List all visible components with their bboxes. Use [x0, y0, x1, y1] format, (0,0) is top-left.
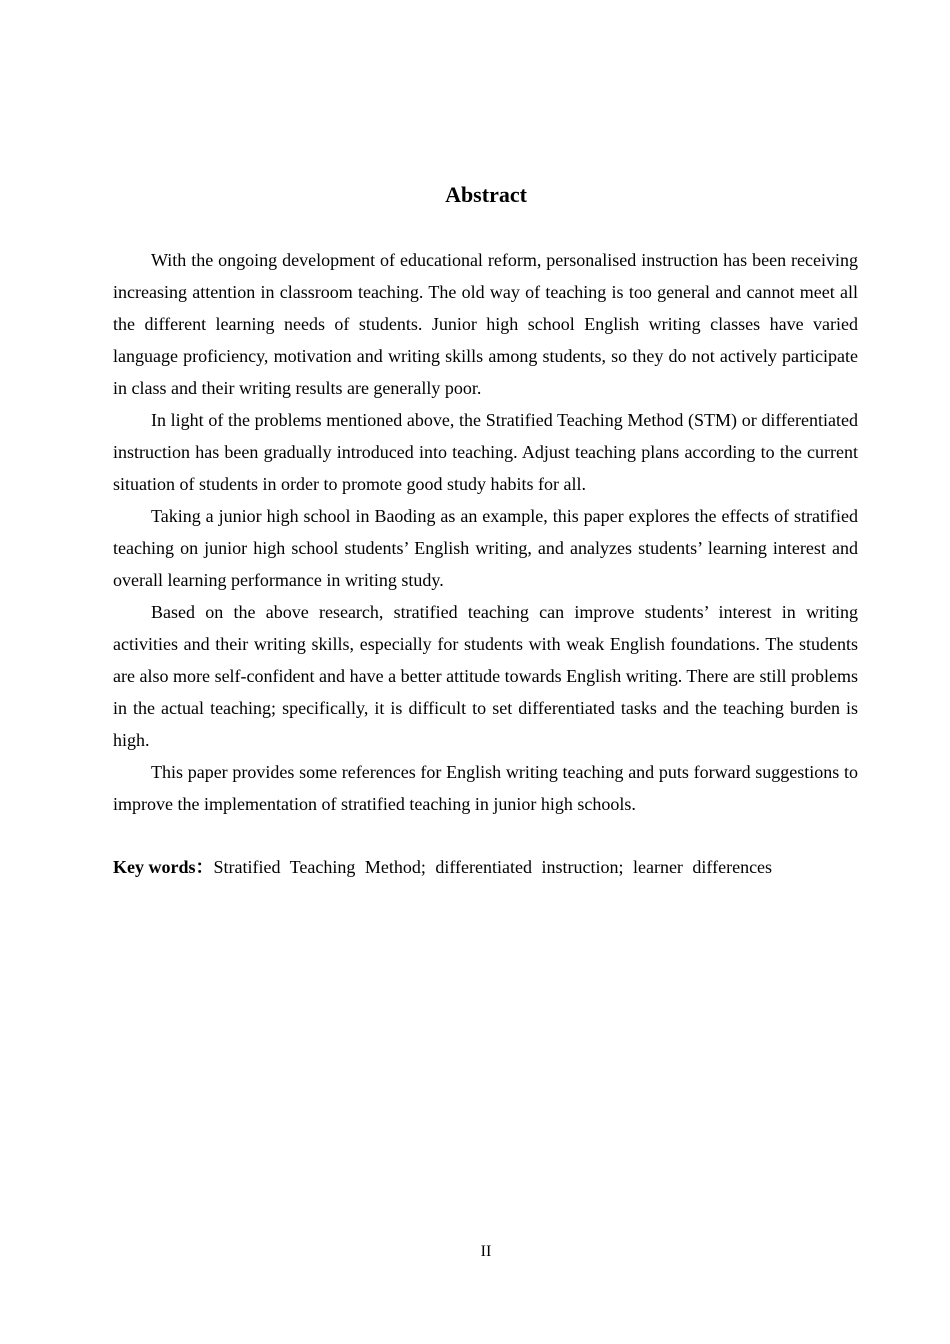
abstract-paragraph-1: With the ongoing development of educational reform, personalised instruction has been receiving increasing attention in classroom teaching. The old way of teaching is too general and cannot meet all the different learning needs of students. Junior high school English writing classes have varied language proficiency, motivation and writing skills among students, so they do not actively participate in class and their writing results are generally poor. — [113, 250, 858, 398]
abstract-paragraph-3: Taking a junior high school in Baoding as an example, this paper explores the effects of stratified teaching on junior high school students’ English writing, and analyzes students’ learning interest and overall learning performance in writing study. — [113, 506, 858, 590]
abstract-title: Abstract — [445, 182, 527, 207]
keywords-value: Stratified Teaching Method; differentiated instruction; learner differences — [213, 857, 773, 877]
abstract-paragraph-5: This paper provides some references for English writing teaching and puts forward suggestions to improve the implementation of stratified teaching in junior high schools. — [113, 762, 858, 814]
keywords-label: Key words： — [113, 857, 214, 877]
keywords-line — [113, 851, 858, 883]
abstract-paragraph-2: In light of the problems mentioned above, the Stratified Teaching Method (STM) or differentiated instruction has been gradually introduced into teaching. Adjust teaching plans according to the current situation of students in order to promote good study habits for all. — [113, 410, 858, 494]
abstract-paragraph-4: Based on the above research, stratified teaching can improve students’ interest in writing activities and their writing skills, especially for students with weak English foundations. The students are also more self-confident and have a better attitude towards English writing. There are still problems in the actual teaching; specifically, it is difficult to set differentiated tasks and the teaching burden is high. — [113, 602, 858, 750]
page-number: II — [480, 1243, 492, 1260]
abstract-body — [113, 244, 858, 820]
